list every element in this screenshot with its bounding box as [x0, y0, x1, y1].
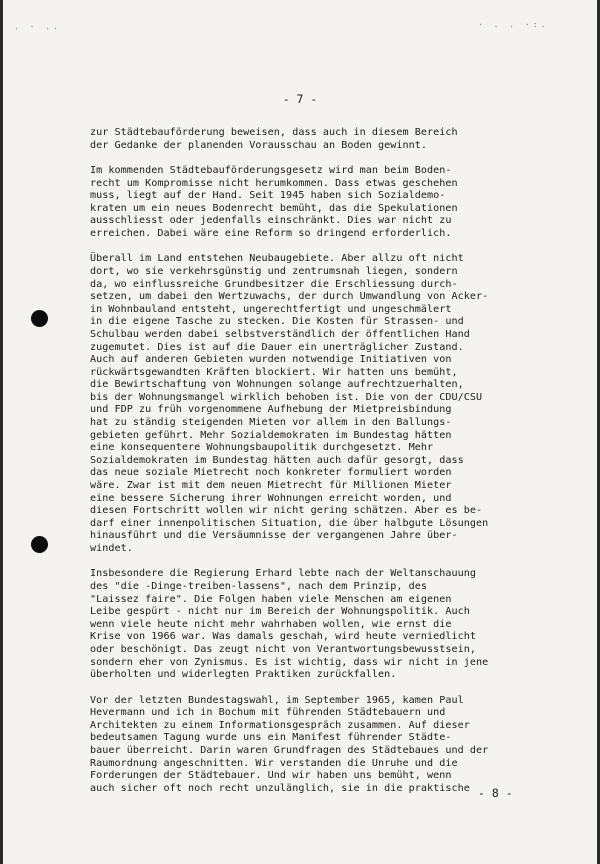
- text-line: und FDP zu früh vorgenommene Aufhebung der Mietpreisbindung: [90, 404, 452, 416]
- text-line: Raumordnung angeschnitten. Wir verstanden die Unruhe und die: [90, 757, 458, 769]
- text-line: bauer überreicht. Darin waren Grundfragen des Städtebaues und der: [90, 744, 489, 756]
- text-line: windet.: [90, 543, 133, 554]
- paragraph: [90, 695, 530, 796]
- text-line: da, wo einflussreiche Grundbesitzer die Erschliessung durch-: [90, 278, 458, 290]
- text-line: Architekten zu einem Informationsgespräch zusammen. Auf dieser: [90, 719, 470, 731]
- text-line: Leibe gespürt - nicht nur im Bereich der Wohnungspolitik. Auch: [90, 606, 470, 618]
- scan-noise: . · ..: [14, 22, 61, 31]
- paragraph: [90, 568, 530, 681]
- text-line: erreichen. Dabei wäre eine Reform so dringend erforderlich.: [90, 227, 452, 239]
- text-line: zur Städtebauförderung beweisen, dass auch in diesem Bereich: [90, 127, 458, 138]
- text-line: Im kommenden Städtebauförderungsgesetz wird man beim Boden-: [90, 164, 452, 176]
- text-line: muss, liegt auf der Hand. Seit 1945 haben sich Sozialdemo-: [90, 190, 446, 202]
- text-line: der Gedanke der planenden Vorausschau an Boden gewinnt.: [90, 139, 427, 151]
- text-line: setzen, um dabei den Wertzuwachs, der durch Umwandlung von Acker-: [90, 291, 489, 303]
- text-line: wenn viele heute nicht mehr wahrhaben wollen, wie ernst die: [90, 618, 452, 630]
- punch-hole-bottom: [31, 536, 48, 553]
- text-line: in die eigene Tasche zu stecken. Die Kosten für Strassen- und: [90, 316, 464, 328]
- text-line: diesen Fortschritt wollen wir nicht gering schätzen. Aber es be-: [90, 505, 483, 517]
- text-line: rückwärtsgewandten Kräften blockiert. Wir hatten uns bemüht,: [90, 366, 458, 378]
- text-line: Forderungen der Städtebauer. Und wir haben uns bemüht, wenn: [90, 770, 452, 782]
- text-line: das neue soziale Mietrecht noch konkreter formuliert worden: [90, 467, 452, 479]
- text-line: Insbesondere die Regierung Erhard lebte nach der Weltanschauung: [90, 568, 476, 580]
- text-line: recht um Kompromisse nicht herumkommen. Dass etwas geschehen: [90, 177, 458, 189]
- text-line: Schulbau werden dabei selbstverständlich der öffentlichen Hand: [90, 328, 470, 340]
- text-line: oder beschönigt. Das zeugt nicht von Verantwortungsbewusstsein,: [90, 643, 476, 655]
- text-line: sondern eher von Zynismus. Es ist wichtig, dass wir nicht in jene: [90, 656, 489, 668]
- page-number: - 7 -: [282, 92, 318, 106]
- text-line: hat zu ständig steigenden Mieten vor allem in den Ballungs-: [90, 417, 452, 429]
- text-line: dort, wo sie verkehrsgünstig und zentrumsnah liegen, sondern: [90, 265, 458, 277]
- text-line: Hevermann und ich in Bochum mit führenden Städtebauern und: [90, 707, 446, 719]
- text-line: hinausführt und die Versäumnisse der vergangenen Jahre über-: [90, 530, 458, 542]
- text-line: eine bessere Sicherung ihrer Wohnungen erreicht worden, und: [90, 492, 452, 504]
- text-line: in Wohnbauland entsteht, ungerechtfertigt und ungeschmälert: [90, 303, 452, 315]
- text-line: "Laissez faire". Die Folgen haben viele Menschen am eigenen: [90, 593, 452, 605]
- text-line: kraten um ein neues Bodenrecht bemüht, das die Spekulationen: [90, 202, 458, 214]
- scan-noise: · . . ·:.: [478, 20, 549, 29]
- text-line: Auch auf anderen Gebieten wurden notwendige Initiativen von: [90, 354, 452, 366]
- text-line: Sozialdemokraten im Bundestag hätten auch dafür gesorgt, dass: [90, 454, 464, 466]
- paragraph: [90, 127, 530, 152]
- text-line: eine konsequentere Wohnungsbaupolitik durchgesetzt. Mehr: [90, 442, 434, 454]
- text-line: die Bewirtschaftung von Wohnungen solange aufrechtzuerhalten,: [90, 379, 464, 391]
- document-body: [90, 127, 530, 808]
- paragraph: [90, 253, 530, 555]
- text-line: überholten und widerlegten Praktiken zurückfallen.: [90, 669, 397, 681]
- text-line: bedeutsamen Tagung wurde uns ein Manifest führender Städte-: [90, 732, 452, 744]
- text-line: des "die -Dinge-treiben-lassens", nach dem Prinzip, des: [90, 580, 427, 592]
- next-page-marker: - 8 -: [478, 786, 513, 800]
- paragraph: [90, 165, 530, 241]
- text-line: gebieten geführt. Mehr Sozialdemokraten im Bundestag hätten: [90, 429, 452, 441]
- text-line: Krise von 1966 war. Was damals geschah, wird heute verniedlicht: [90, 631, 476, 643]
- text-line: darf einer innenpolitischen Situation, die über halbgute Lösungen: [90, 517, 489, 529]
- text-line: ausschliesst oder jedenfalls einschränkt. Dies war nicht zu: [90, 215, 452, 227]
- text-line: auch sicher oft noch recht unzulänglich, sie in die praktische: [90, 782, 470, 794]
- text-line: Vor der letzten Bundestagswahl, im September 1965, kamen Paul: [90, 694, 464, 706]
- text-line: zugemutet. Dies ist auf die Dauer ein unerträglicher Zustand.: [90, 341, 464, 353]
- scan-edge-left: [0, 0, 3, 864]
- punch-hole-top: [31, 310, 48, 327]
- text-line: bis der Wohnungsmangel wirklich behoben ist. Die von der CDU/CSU: [90, 391, 483, 403]
- text-line: wäre. Zwar ist mit dem neuen Mietrecht für Millionen Mieter: [90, 480, 452, 492]
- text-line: Überall im Land entstehen Neubaugebiete. Aber allzu oft nicht: [90, 253, 464, 265]
